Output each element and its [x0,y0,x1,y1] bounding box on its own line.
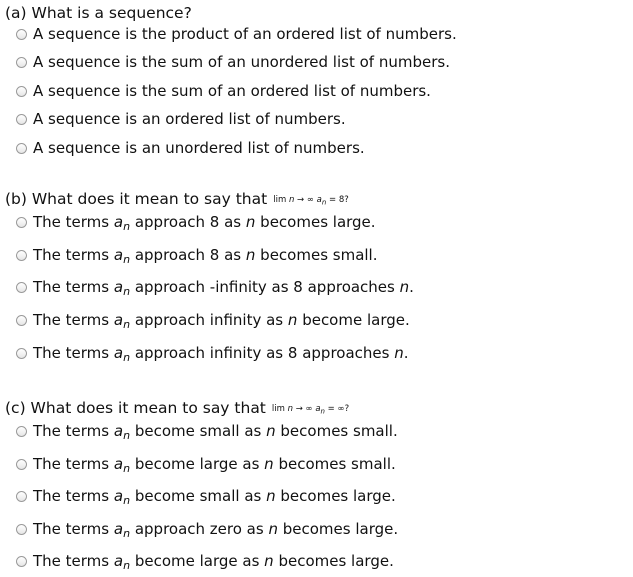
question-text: (b) What does it mean to say that [5,190,268,208]
question-text: (c) What does it mean to say that [5,399,266,417]
option-label: The terms $a_n$ approach 8 as n becomes large. [33,213,376,233]
option-c-3[interactable] [16,485,396,507]
lim-term: a [316,195,322,205]
option-a-2[interactable] [16,51,450,73]
radio-button[interactable] [16,459,27,470]
option-label: The terms $a_n$ become large as n becomes small. [33,455,396,475]
limit-expression [272,404,349,414]
radio-button[interactable] [16,57,27,68]
lim-value: = ∞? [327,404,350,414]
option-a-4[interactable] [16,108,346,130]
option-label: A sequence is an unordered list of numbers. [33,139,365,157]
option-label: The terms $a_n$ approach infinity as 8 approaches n. [33,344,409,364]
radio-button[interactable] [16,29,27,40]
radio-button[interactable] [16,348,27,359]
radio-button[interactable] [16,86,27,97]
option-label: A sequence is the product of an ordered list of numbers. [33,25,457,43]
option-c-2[interactable] [16,453,396,475]
option-label: The terms $a_n$ approach 8 as n becomes small. [33,246,378,266]
limit-expression [273,195,349,205]
lim-arrow: → ∞ [297,195,314,205]
radio-button[interactable] [16,491,27,502]
option-label: The terms $a_n$ become small as n becomes small. [33,422,398,442]
radio-button[interactable] [16,556,27,567]
option-b-4[interactable] [16,309,410,331]
option-label: The terms $a_n$ approach zero as n becomes large. [33,520,399,540]
lim-text: lim [271,404,285,414]
radio-button[interactable] [16,282,27,293]
question-b [5,189,349,213]
radio-button[interactable] [16,143,27,154]
lim-arrow: → ∞ [295,404,313,414]
lim-term: a [315,404,321,414]
question-a: (a) What is a sequence? [5,4,192,22]
lim-subscript: n [321,198,327,207]
option-a-1[interactable] [16,23,457,45]
option-label: The terms $a_n$ become large as n becomes large. [33,552,394,572]
option-a-3[interactable] [16,80,431,102]
radio-button[interactable] [16,315,27,326]
option-label: A sequence is the sum of an unordered list of numbers. [33,53,450,71]
option-c-4[interactable] [16,518,398,540]
option-b-3[interactable] [16,276,414,298]
option-label: The terms $a_n$ become small as n becomes large. [33,487,396,507]
option-label: A sequence is an ordered list of numbers. [33,110,346,128]
lim-text: lim [273,195,287,205]
option-b-2[interactable] [16,244,378,266]
option-c-1[interactable] [16,420,398,442]
option-label: The terms $a_n$ approach infinity as n become large. [33,311,410,331]
radio-button[interactable] [16,524,27,535]
lim-subscript: n [320,407,325,416]
radio-button[interactable] [16,250,27,261]
lim-value: = 8? [329,195,349,205]
option-a-5[interactable] [16,137,365,159]
radio-button[interactable] [16,426,27,437]
lim-variable: n [287,404,293,414]
option-label: A sequence is the sum of an ordered list of numbers. [33,82,431,100]
lim-variable: n [288,195,295,205]
option-b-1[interactable] [16,211,376,233]
radio-button[interactable] [16,114,27,125]
question-c [5,398,349,422]
radio-button[interactable] [16,217,27,228]
option-c-5[interactable] [16,550,394,572]
option-b-5[interactable] [16,342,409,364]
option-label: The terms $a_n$ approach -infinity as 8 approaches n. [33,278,414,298]
